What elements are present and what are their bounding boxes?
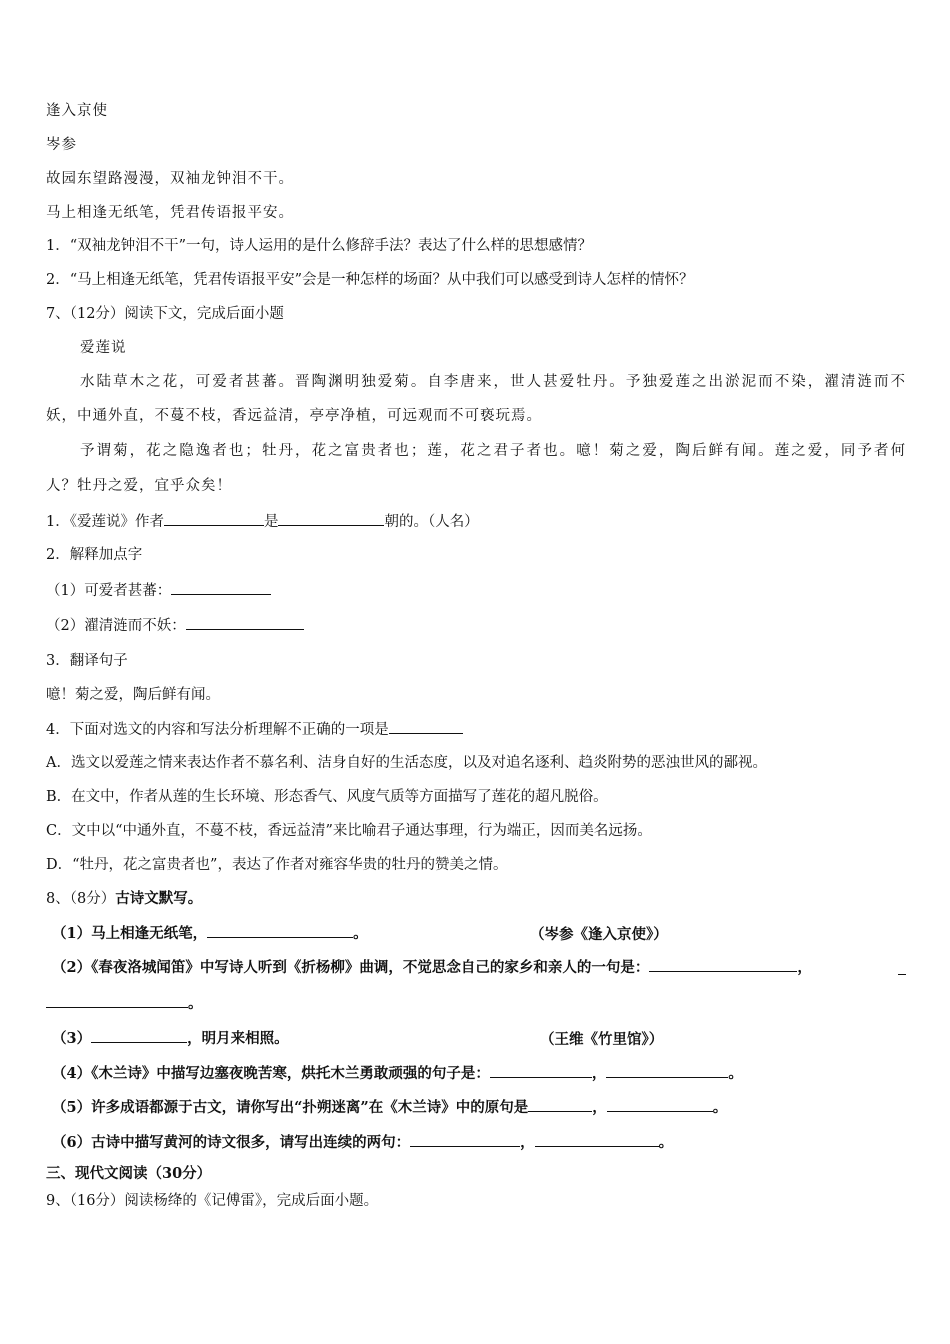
q7-sub-4: 4．下面对选文的内容和写法分析理解不正确的一项是: [46, 719, 463, 740]
q8-item-2-cont: 。: [46, 993, 203, 1014]
q9-header: 9、（16分）阅读杨绛的《记傅雷》，完成后面小题。: [46, 1193, 379, 1209]
answer-blank[interactable]: [278, 511, 384, 526]
answer-blank[interactable]: [164, 511, 264, 526]
q8-item-5: （5）许多成语都源于古文，请你写出“扑朔迷离”在《木兰诗》中的原句是 ， 。: [52, 1099, 728, 1116]
essay-para-2b: 人？牡丹之爱，宜乎众矣！: [46, 478, 232, 494]
option-c: C．文中以“中通外直，不蔓不枝，香远益清”来比喻君子通达事理，行为端正，因而美名远扬。: [46, 823, 652, 839]
q8-item-4: （4）《木兰诗》中描写边塞夜晚苦寒，烘托木兰勇敢顽强的句子是： ， 。: [52, 1065, 743, 1082]
answer-blank[interactable]: [410, 1132, 520, 1147]
answer-blank[interactable]: [528, 1097, 592, 1112]
poem-line-1: 故园东望路漫漫，双袖龙钟泪不干。: [46, 171, 294, 187]
q7-sub-3: 3．翻译句子: [46, 653, 128, 669]
answer-blank[interactable]: [389, 719, 463, 734]
option-a: A．选文以爱莲之情来表达作者不慕名利、洁身自好的生活态度，以及对追名逐利、趋炎附势的恶浊世风的鄙视。: [46, 755, 767, 771]
q6-item-2: 2．“马上相逢无纸笔，凭君传语报平安”会是一种怎样的场面？从中我们可以感受到诗人怎样的情怀？: [46, 272, 694, 288]
essay-para-1a: 水陆草木之花，可爱者甚蕃。晋陶渊明独爱菊。自李唐来，世人甚爱牡丹。予独爱莲之出淤泥而不染，濯清涟而不: [80, 374, 906, 390]
answer-blank[interactable]: [91, 1028, 187, 1043]
q8-item-1-source: （岑参《逢入京使》）: [530, 926, 668, 943]
q7-sub-2: 2．解释加点字: [46, 547, 143, 563]
q7-header: 7、（12分）阅读下文，完成后面小题: [46, 306, 284, 322]
q7-sub-2-1: （1）可爱者甚蕃：: [46, 580, 271, 601]
answer-blank[interactable]: [535, 1132, 659, 1147]
option-b: B．在文中，作者从莲的生长环境、形态香气、风度气质等方面描写了莲花的超凡脱俗。: [46, 789, 608, 805]
answer-blank[interactable]: [186, 615, 304, 630]
q7-sub-2-2: （2）濯清涟而不妖：: [46, 615, 304, 636]
poem-line-2: 马上相逢无纸笔，凭君传语报平安。: [46, 205, 294, 221]
poem-title: 逢入京使: [46, 103, 108, 119]
section-3-title: 三、现代文阅读（30分）: [46, 1165, 212, 1182]
option-d: D．“牡丹，花之富贵者也”，表达了作者对雍容华贵的牡丹的赞美之情。: [46, 857, 508, 873]
poem-author: 岑参: [46, 137, 77, 153]
q8-item-2: （2）《春夜洛城闻笛》中写诗人听到《折杨柳》曲调，不觉思念自己的家乡和亲人的一句是： ，: [52, 959, 812, 976]
q8-item-1: （1）马上相逢无纸笔， 。: [52, 925, 368, 942]
q6-item-1: 1．“双袖龙钟泪不干”一句，诗人运用的是什么修辞手法？表达了什么样的思想感情？: [46, 238, 593, 254]
q7-sub-3-sentence: 噫！菊之爱，陶后鲜有闻。: [46, 687, 220, 703]
q7-sub-1: 1．《爱莲说》作者 是 朝的。（人名）: [46, 511, 479, 532]
q8-item-3: （3） ，明月来相照。: [52, 1030, 289, 1047]
essay-para-2a: 予谓菊，花之隐逸者也；牡丹，花之富贵者也；莲，花之君子者也。噫！菊之爱，陶后鲜有闻。莲之爱，同予者何: [80, 443, 906, 459]
essay-title: 爱莲说: [80, 340, 127, 356]
q8-item-3-source: （王维《竹里馆》）: [540, 1031, 664, 1048]
answer-blank[interactable]: [606, 1063, 728, 1078]
answer-blank[interactable]: [490, 1063, 592, 1078]
q8-item-6: （6）古诗中描写黄河的诗文很多，请写出连续的两句： ， 。: [52, 1134, 674, 1151]
answer-blank[interactable]: [607, 1097, 713, 1112]
answer-blank[interactable]: [46, 993, 188, 1008]
answer-blank[interactable]: [207, 923, 353, 938]
answer-blank[interactable]: [171, 580, 271, 595]
answer-blank[interactable]: [898, 960, 906, 975]
essay-para-1b: 妖，中通外直，不蔓不枝，香远益清，亭亭净植，可远观而不可亵玩焉。: [46, 408, 542, 424]
answer-blank[interactable]: [649, 957, 797, 972]
q8-header: 8、（8分）古诗文默写。: [46, 890, 203, 907]
